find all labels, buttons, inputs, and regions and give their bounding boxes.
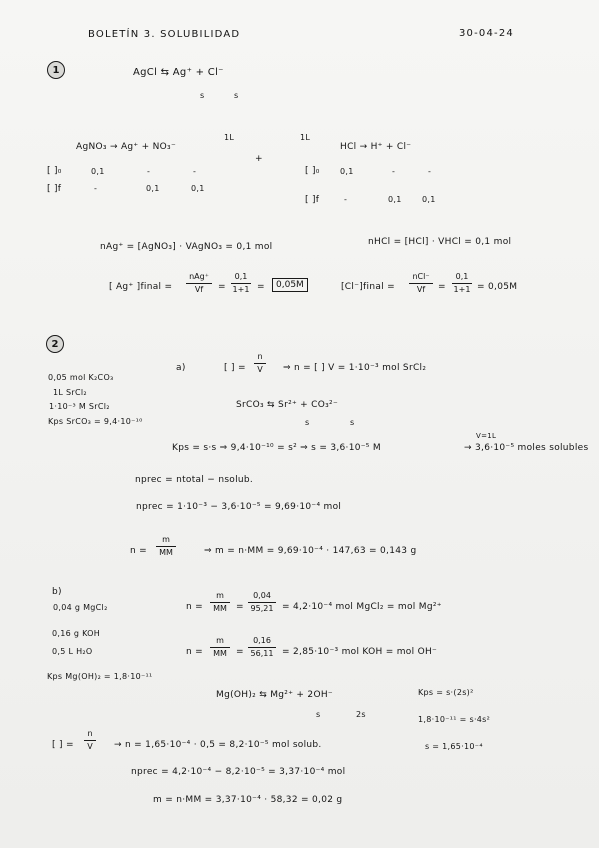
volume-2: 1L — [300, 133, 311, 142]
mass-fraction — [156, 536, 176, 557]
s-label-3: s — [305, 418, 310, 427]
ag-final-lhs: [ Ag⁺ ]final = — [109, 282, 173, 292]
given-k2co3: 0,05 mol K₂CO₃ — [48, 373, 114, 382]
cl-fraction-2-den: 1+1 — [453, 285, 471, 294]
kps-side-3: s = 1,65·10⁻⁴ — [425, 742, 483, 751]
agno3-reaction: AgNO₃ → Ag⁺ + NO₃⁻ — [76, 142, 177, 152]
cl-fraction-1-num: nCl⁻ — [412, 272, 430, 281]
ag-fraction-2-den: 1+1 — [232, 285, 250, 294]
koh-moles-result: = 2,85·10⁻³ mol KOH = mol OH⁻ — [282, 647, 438, 657]
exercise-2-number: 2 — [46, 335, 64, 353]
koh-fraction-2-den: 56,11 — [250, 649, 274, 658]
conc-b-fraction-num: n — [87, 729, 93, 738]
agcl-equilibrium: AgCl ⇆ Ag⁺ + Cl⁻ — [133, 67, 224, 78]
koh-fraction-1 — [210, 637, 230, 658]
conc-final-label-h: [ ]f — [305, 195, 320, 205]
koh-fraction-2-num: 0,16 — [253, 636, 271, 645]
cl-fraction-1-den: Vf — [416, 285, 426, 294]
plus-sign: + — [255, 154, 263, 164]
mg-fraction-1-num: m — [216, 591, 224, 600]
cl-final: 0,1 — [422, 195, 436, 204]
mg-fraction-2-num: 0,04 — [253, 591, 271, 600]
mg-fraction-2-den: 95,21 — [250, 604, 274, 613]
koh-fraction-1-num: m — [216, 636, 224, 645]
mg-fraction-1-den: MM — [213, 604, 227, 613]
kps-side-1: Kps = s·(2s)² — [418, 688, 474, 697]
equals-4: = — [236, 602, 244, 612]
conc-fraction-den: V — [257, 365, 263, 374]
conc-initial-label-a: [ ]₀ — [47, 166, 62, 176]
cl-fraction-1 — [409, 273, 433, 294]
equals-1: = — [218, 282, 226, 292]
conc-fraction — [254, 353, 266, 374]
given-volume-srcl2: 1L SrCl₂ — [53, 388, 87, 397]
equals-2: = — [257, 282, 265, 292]
exercise-1-number: 1 — [47, 61, 65, 79]
s-label-2: s — [234, 91, 239, 100]
given-kps-srco3: Kps SrCO₃ = 9,4·10⁻¹⁰ — [48, 417, 143, 426]
conc-fraction-num: n — [257, 352, 263, 361]
given-conc-srcl2: 1·10⁻³ M SrCl₂ — [49, 402, 110, 411]
moles-soluble: → 3,6·10⁻⁵ moles solubles — [464, 443, 589, 453]
ag-final-result-box: 0,05M — [272, 278, 308, 292]
conc-b-lhs: [ ] = — [52, 740, 74, 750]
volume-1: 1L — [224, 133, 235, 142]
page-date: 30-04-24 — [459, 28, 514, 39]
ag-fraction-2 — [231, 273, 251, 294]
conc-b-fraction — [84, 730, 96, 751]
mg-moles-result: = 4,2·10⁻⁴ mol MgCl₂ = mol Mg²⁺ — [282, 602, 442, 612]
moles-solub-b: → n = 1,65·10⁻⁴ · 0,5 = 8,2·10⁻⁵ mol solub. — [114, 740, 322, 750]
conc-formula-lhs: [ ] = — [224, 363, 246, 373]
mg-fraction-1 — [210, 592, 230, 613]
hcl-reaction: HCl → H⁺ + Cl⁻ — [340, 142, 412, 152]
hcl-initial: 0,1 — [340, 167, 354, 176]
s-label-5: s — [316, 710, 321, 719]
volume-note: V=1L — [476, 432, 497, 440]
h-final: 0,1 — [388, 195, 402, 204]
conc-final-label-a: [ ]f — [47, 184, 62, 194]
kps-solubility-a: Kps = s·s ⇒ 9,4·10⁻¹⁰ = s² ⇒ s = 3,6·10⁻⁵ M — [172, 443, 381, 453]
mass-fraction-num: m — [162, 535, 170, 544]
given-water: 0,5 L H₂O — [52, 647, 93, 656]
s-label-6: 2s — [356, 710, 366, 719]
conc-b-fraction-den: V — [87, 742, 93, 751]
ag-fraction-1-den: Vf — [194, 285, 204, 294]
s-label-1: s — [200, 91, 205, 100]
ag-fraction-1-num: nAg⁺ — [189, 272, 209, 281]
mass-formula-lhs: n = — [130, 546, 148, 556]
ag-final: 0,1 — [146, 184, 160, 193]
hcl-final: - — [344, 195, 348, 204]
part-a-label: a) — [176, 363, 186, 373]
part-b-label: b) — [52, 587, 62, 597]
nprec-calc-a: nprec = 1·10⁻³ − 3,6·10⁻⁵ = 9,69·10⁻⁴ mol — [136, 502, 342, 512]
ag-initial: - — [147, 167, 151, 176]
mg-moles-lhs: n = — [186, 602, 204, 612]
cl-fraction-2-num: 0,1 — [455, 272, 469, 281]
ag-fraction-2-num: 0,1 — [234, 272, 248, 281]
mass-fraction-den: MM — [159, 548, 173, 557]
kps-side-2: 1,8·10⁻¹¹ = s·4s² — [418, 715, 491, 724]
given-mgcl2: 0,04 g MgCl₂ — [53, 603, 108, 612]
equals-5: = — [236, 647, 244, 657]
no3-initial: - — [193, 167, 197, 176]
mass-result-a: ⇒ m = n·MM = 9,69·10⁻⁴ · 147,63 = 0,143 g — [204, 546, 417, 556]
ag-fraction-1 — [186, 273, 212, 294]
moles-ag: nAg⁺ = [AgNO₃] · VAgNO₃ = 0,1 mol — [100, 242, 273, 252]
given-kps-mgoh2: Kps Mg(OH)₂ = 1,8·10⁻¹¹ — [47, 672, 153, 681]
moles-srcl2: ⇒ n = [ ] V = 1·10⁻³ mol SrCl₂ — [283, 363, 427, 373]
s-label-4: s — [350, 418, 355, 427]
agno3-final: - — [94, 184, 98, 193]
given-koh: 0,16 g KOH — [52, 629, 101, 638]
mg-fraction-2 — [248, 592, 276, 613]
nprec-definition: nprec = ntotal − nsolub. — [135, 475, 254, 485]
moles-hcl: nHCl = [HCl] · VHCl = 0,1 mol — [368, 237, 512, 247]
agno3-initial: 0,1 — [91, 167, 105, 176]
koh-fraction-2 — [248, 637, 276, 658]
mgoh2-equilibrium: Mg(OH)₂ ⇆ Mg²⁺ + 2OH⁻ — [216, 690, 333, 700]
h-initial: - — [392, 167, 396, 176]
equals-3: = — [438, 282, 446, 292]
cl-fraction-2 — [452, 273, 472, 294]
nprec-calc-b: nprec = 4,2·10⁻⁴ − 8,2·10⁻⁵ = 3,37·10⁻⁴ mol — [131, 767, 346, 777]
cl-final-lhs: [Cl⁻]final = — [341, 282, 395, 292]
page-title: BOLETÍN 3. SOLUBILIDAD — [88, 29, 241, 40]
conc-initial-label-h: [ ]₀ — [305, 166, 320, 176]
koh-moles-lhs: n = — [186, 647, 204, 657]
cl-initial: - — [428, 167, 432, 176]
srco3-equilibrium: SrCO₃ ⇆ Sr²⁺ + CO₃²⁻ — [236, 400, 339, 410]
koh-fraction-1-den: MM — [213, 649, 227, 658]
mass-result-b: m = n·MM = 3,37·10⁻⁴ · 58,32 = 0,02 g — [153, 795, 343, 805]
no3-final: 0,1 — [191, 184, 205, 193]
cl-final-result: = 0,05M — [477, 282, 518, 292]
